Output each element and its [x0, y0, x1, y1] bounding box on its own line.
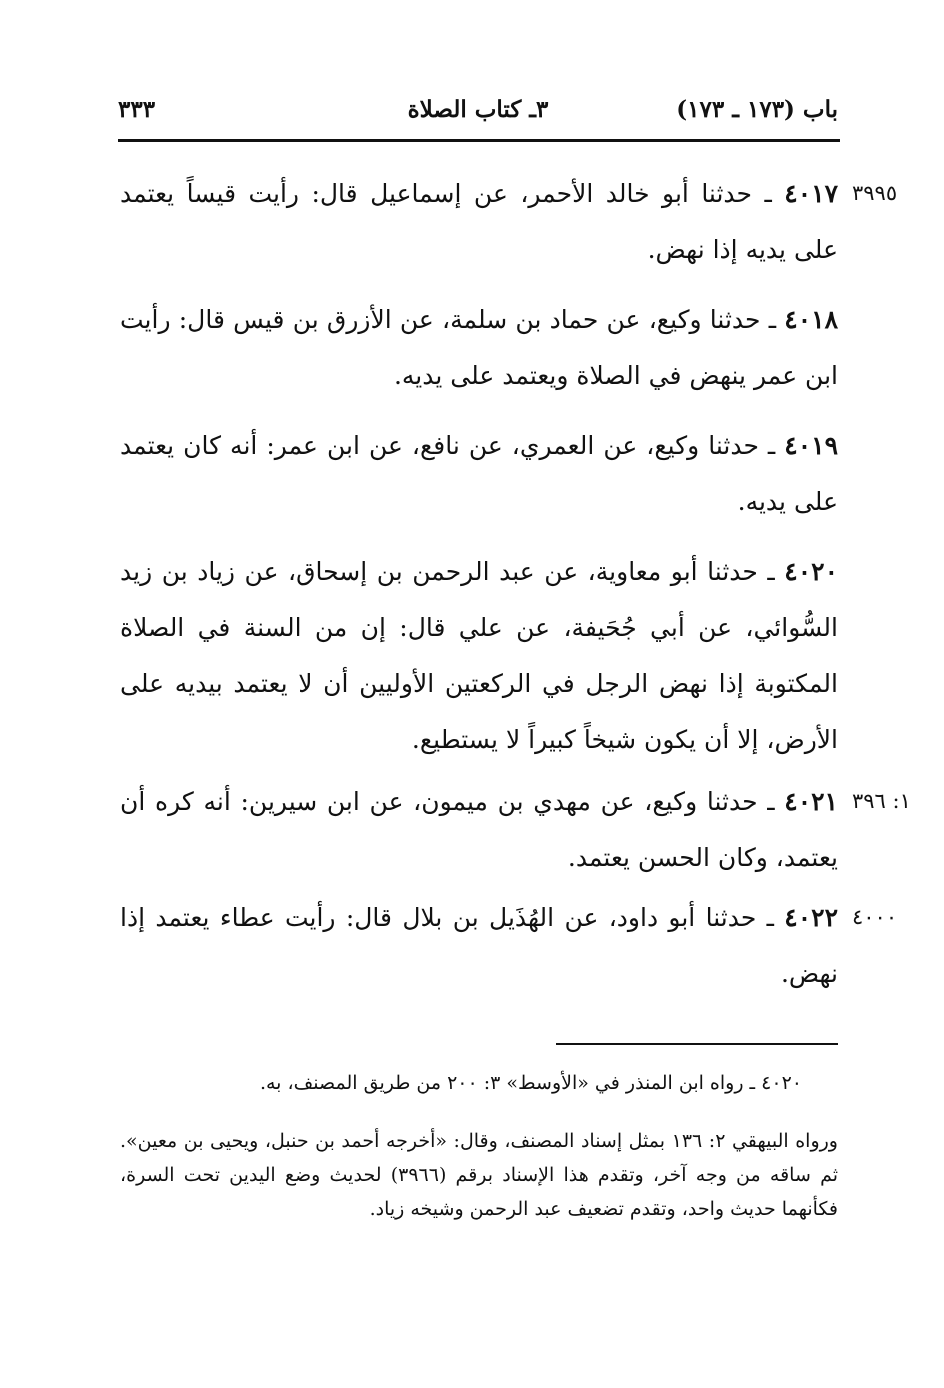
page-number: ٣٣٣ — [118, 96, 156, 123]
hadith-entry — [120, 774, 838, 886]
margin-reference: ٤٠٠٠ — [852, 905, 898, 929]
footnote: ورواه البيهقي ٢: ١٣٦ بمثل إسناد المصنف، وقال: «أخرجه أحمد بن حنبل، ويحيى بن معين». ثم ساقه من وجه آخر، وتقدم هذا الإسناد برقم (٣٩٦٦) لحديث وضع اليدين تحت السرة، فكأنهما حديث واحد، وتقدم تضعيف عبد الرحمن وشيخه زياد. — [120, 1130, 839, 1220]
hadith-number: ٤٠١٨ — [784, 305, 839, 334]
hadith-number: ٤٠٢٠ — [784, 557, 838, 586]
hadith-entry — [120, 292, 838, 404]
hadith-number: ٤٠١٩ — [784, 431, 839, 460]
hadith-text: ـ حدثنا أبو داود، عن الهُذَيل بن بلال قال: رأيت عطاء يعتمد إذا نهض. — [120, 903, 838, 988]
hadith-text: ـ حدثنا وكيع، عن العمري، عن نافع، عن ابن عمر: أنه كان يعتمد على يديه. — [120, 431, 838, 516]
hadith-text: ـ حدثنا وكيع، عن حماد بن سلمة، عن الأزرق بن قيس قال: رأيت ابن عمر ينهض في الصلاة ويعتمد على يديه. — [120, 305, 838, 390]
page-header — [118, 92, 838, 132]
hadith-entry — [120, 418, 838, 530]
footnote: ٤٠٢٠ ـ رواه ابن المنذر في «الأوسط» ٣: ٢٠٠ من طريق المصنف، به. — [259, 1072, 802, 1094]
hadith-number: ٤٠٢٢ — [784, 903, 838, 932]
margin-reference: ١: ٣٩٦ — [852, 789, 911, 813]
margin-reference: ٣٩٩٥ — [852, 181, 898, 205]
hadith-entry — [120, 890, 838, 1002]
hadith-text: ـ حدثنا وكيع، عن مهدي بن ميمون، عن ابن سيرين: أنه كره أن يعتمد، وكان الحسن يعتمد. — [120, 787, 838, 872]
footnote-rule — [556, 1043, 838, 1045]
hadith-number: ٤٠٢١ — [784, 787, 838, 816]
hadith-entry — [120, 166, 838, 278]
hadith-text: ـ حدثنا أبو معاوية، عن عبد الرحمن بن إسحاق، عن زياد بن زيد السُّوائي، عن أبي جُحَيفة، عن علي قال: إن من السنة في الصلاة المكتوبة إذا نهض الرجل في الركعتين الأوليين أن لا يعتمد بيديه على الأرض، إلا أن يكون شيخاً كبيراً لا يستطيع. — [120, 557, 838, 754]
book-title: ٣ـ كتاب الصلاة — [407, 96, 549, 123]
chapter-range: باب (١٧٣ ـ ١٧٣) — [676, 96, 838, 123]
hadith-number: ٤٠١٧ — [784, 179, 838, 208]
hadith-text: ـ حدثنا أبو خالد الأحمر، عن إسماعيل قال: رأيت قيساً يعتمد على يديه إذا نهض. — [120, 179, 838, 264]
header-rule — [118, 139, 840, 142]
hadith-entry — [120, 544, 838, 768]
